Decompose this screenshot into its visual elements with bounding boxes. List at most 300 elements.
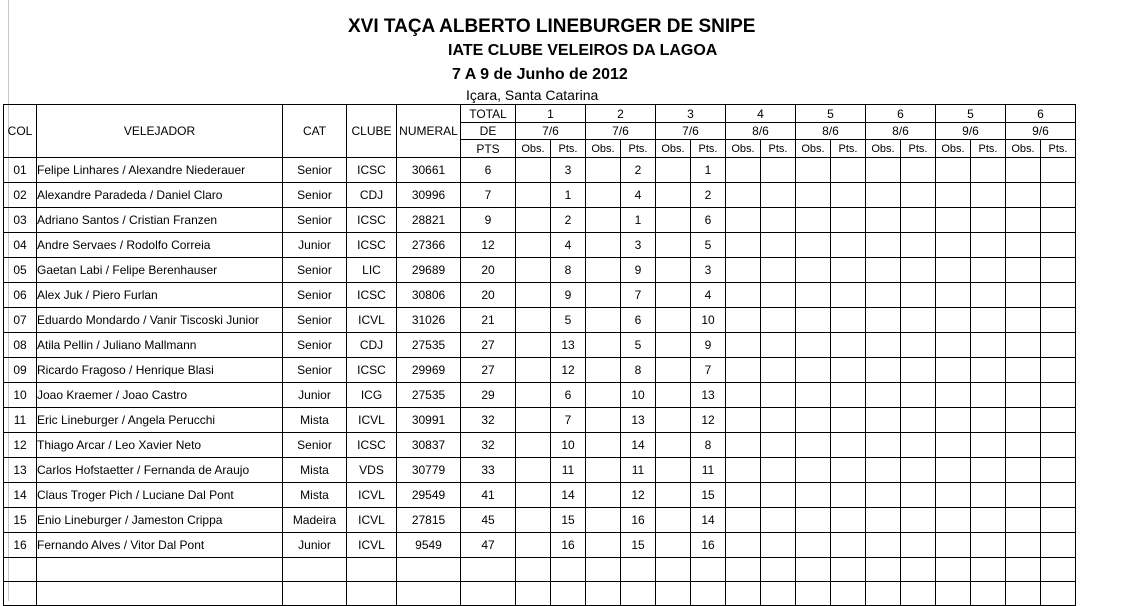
empty-cell[interactable] [936,582,971,606]
cell-obs[interactable] [656,533,691,558]
cell-obs[interactable] [1006,508,1041,533]
cell-obs[interactable] [796,258,831,283]
cell-pts[interactable] [901,233,936,258]
cell-obs[interactable] [796,333,831,358]
cell-obs[interactable] [866,433,901,458]
cell-pts[interactable]: 10 [551,433,586,458]
cell-obs[interactable] [516,308,551,333]
empty-cell[interactable] [796,558,831,582]
cell-pts[interactable]: 7 [691,358,726,383]
cell-obs[interactable] [866,383,901,408]
cell-pts[interactable] [761,158,796,183]
cell-col[interactable]: 05 [4,258,37,283]
cell-col[interactable]: 09 [4,358,37,383]
cell-col[interactable]: 01 [4,158,37,183]
cell-obs[interactable] [936,283,971,308]
cell-pts[interactable]: 8 [551,258,586,283]
cell-pts[interactable]: 15 [551,508,586,533]
cell-col[interactable]: 02 [4,183,37,208]
empty-cell[interactable] [461,582,516,606]
cell-obs[interactable] [726,433,761,458]
cell-pts[interactable]: 16 [621,508,656,533]
cell-pts[interactable]: 3 [551,158,586,183]
cell-obs[interactable] [516,533,551,558]
cell-col[interactable]: 07 [4,308,37,333]
cell-pts[interactable]: 7 [621,283,656,308]
cell-obs[interactable] [936,383,971,408]
cell-pts[interactable] [901,408,936,433]
cell-pts[interactable]: 16 [551,533,586,558]
cell-obs[interactable] [726,308,761,333]
cell-numeral[interactable]: 30779 [397,458,461,483]
cell-obs[interactable] [1006,158,1041,183]
cell-pts[interactable] [761,408,796,433]
cell-pts[interactable] [831,508,866,533]
cell-pts[interactable] [901,433,936,458]
empty-cell[interactable] [1041,582,1076,606]
cell-obs[interactable] [866,508,901,533]
cell-cat[interactable]: Mista [283,483,347,508]
cell-pts[interactable] [1041,408,1076,433]
empty-cell[interactable] [4,558,37,582]
cell-obs[interactable] [796,208,831,233]
cell-obs[interactable] [516,383,551,408]
cell-numeral[interactable]: 27535 [397,333,461,358]
cell-col[interactable]: 04 [4,233,37,258]
cell-obs[interactable] [656,483,691,508]
empty-cell[interactable] [1041,558,1076,582]
cell-obs[interactable] [726,233,761,258]
cell-pts[interactable] [761,458,796,483]
cell-obs[interactable] [866,183,901,208]
cell-velejador[interactable]: Alex Juk / Piero Furlan [37,283,283,308]
empty-cell[interactable] [761,558,796,582]
cell-cat[interactable]: Senior [283,283,347,308]
cell-cat[interactable]: Mista [283,408,347,433]
cell-obs[interactable] [796,508,831,533]
cell-obs[interactable] [586,283,621,308]
cell-obs[interactable] [866,158,901,183]
cell-obs[interactable] [586,208,621,233]
cell-obs[interactable] [796,408,831,433]
cell-pts[interactable] [761,308,796,333]
cell-pts[interactable] [1041,508,1076,533]
cell-obs[interactable] [726,533,761,558]
cell-pts[interactable] [831,433,866,458]
cell-obs[interactable] [656,458,691,483]
cell-cat[interactable]: Junior [283,233,347,258]
cell-velejador[interactable]: Eduardo Mondardo / Vanir Tiscoski Junior [37,308,283,333]
cell-pts[interactable] [901,483,936,508]
empty-cell[interactable] [901,582,936,606]
cell-velejador[interactable]: Ricardo Fragoso / Henrique Blasi [37,358,283,383]
cell-obs[interactable] [936,158,971,183]
empty-cell[interactable] [586,582,621,606]
cell-obs[interactable] [516,183,551,208]
cell-clube[interactable]: ICVL [347,533,397,558]
cell-clube[interactable]: LIC [347,258,397,283]
cell-pts[interactable] [971,508,1006,533]
cell-pts[interactable] [901,508,936,533]
cell-obs[interactable] [796,433,831,458]
cell-pts[interactable]: 11 [551,458,586,483]
cell-pts[interactable] [1041,358,1076,383]
cell-obs[interactable] [656,308,691,333]
cell-obs[interactable] [656,233,691,258]
cell-col[interactable]: 10 [4,383,37,408]
empty-cell[interactable] [1006,582,1041,606]
cell-obs[interactable] [796,358,831,383]
cell-obs[interactable] [586,333,621,358]
cell-obs[interactable] [586,408,621,433]
cell-total[interactable]: 47 [461,533,516,558]
cell-pts[interactable] [971,308,1006,333]
cell-pts[interactable] [761,183,796,208]
cell-pts[interactable] [901,358,936,383]
cell-pts[interactable] [971,258,1006,283]
cell-obs[interactable] [866,408,901,433]
cell-pts[interactable] [1041,383,1076,408]
cell-velejador[interactable]: Carlos Hofstaetter / Fernanda de Araujo [37,458,283,483]
cell-numeral[interactable]: 31026 [397,308,461,333]
cell-pts[interactable]: 8 [691,433,726,458]
cell-obs[interactable] [796,383,831,408]
empty-cell[interactable] [516,558,551,582]
cell-obs[interactable] [796,308,831,333]
cell-velejador[interactable]: Alexandre Paradeda / Daniel Claro [37,183,283,208]
cell-col[interactable]: 11 [4,408,37,433]
cell-clube[interactable]: CDJ [347,333,397,358]
cell-pts[interactable]: 1 [551,183,586,208]
cell-pts[interactable]: 16 [691,533,726,558]
empty-cell[interactable] [347,558,397,582]
cell-pts[interactable] [971,158,1006,183]
cell-pts[interactable]: 14 [551,483,586,508]
cell-obs[interactable] [586,258,621,283]
empty-cell[interactable] [691,558,726,582]
cell-obs[interactable] [936,508,971,533]
cell-cat[interactable]: Senior [283,433,347,458]
empty-cell[interactable] [866,582,901,606]
cell-pts[interactable]: 2 [691,183,726,208]
cell-obs[interactable] [656,333,691,358]
empty-cell[interactable] [37,558,283,582]
cell-obs[interactable] [656,183,691,208]
empty-cell[interactable] [831,558,866,582]
cell-obs[interactable] [726,383,761,408]
cell-obs[interactable] [796,458,831,483]
cell-obs[interactable] [726,258,761,283]
cell-pts[interactable]: 2 [551,208,586,233]
cell-obs[interactable] [936,258,971,283]
cell-obs[interactable] [936,533,971,558]
cell-pts[interactable] [831,458,866,483]
empty-cell[interactable] [516,582,551,606]
cell-total[interactable]: 20 [461,283,516,308]
cell-pts[interactable] [1041,183,1076,208]
cell-pts[interactable]: 11 [691,458,726,483]
cell-pts[interactable]: 9 [691,333,726,358]
cell-pts[interactable] [761,483,796,508]
cell-clube[interactable]: VDS [347,458,397,483]
cell-pts[interactable] [761,208,796,233]
cell-total[interactable]: 33 [461,458,516,483]
cell-obs[interactable] [516,458,551,483]
cell-velejador[interactable]: Fernando Alves / Vitor Dal Pont [37,533,283,558]
cell-obs[interactable] [1006,533,1041,558]
cell-obs[interactable] [866,233,901,258]
cell-pts[interactable] [761,258,796,283]
cell-obs[interactable] [1006,433,1041,458]
cell-pts[interactable] [1041,333,1076,358]
cell-velejador[interactable]: Claus Troger Pich / Luciane Dal Pont [37,483,283,508]
cell-obs[interactable] [866,308,901,333]
cell-obs[interactable] [936,333,971,358]
cell-pts[interactable] [971,533,1006,558]
cell-clube[interactable]: ICVL [347,408,397,433]
cell-obs[interactable] [1006,333,1041,358]
cell-obs[interactable] [586,508,621,533]
cell-obs[interactable] [1006,308,1041,333]
cell-obs[interactable] [516,333,551,358]
empty-cell[interactable] [901,558,936,582]
cell-numeral[interactable]: 28821 [397,208,461,233]
cell-obs[interactable] [586,533,621,558]
empty-cell[interactable] [726,582,761,606]
cell-pts[interactable] [761,358,796,383]
cell-clube[interactable]: ICSC [347,283,397,308]
empty-cell[interactable] [971,582,1006,606]
cell-pts[interactable] [901,208,936,233]
cell-pts[interactable]: 6 [691,208,726,233]
empty-cell[interactable] [936,558,971,582]
cell-obs[interactable] [656,358,691,383]
cell-obs[interactable] [936,483,971,508]
cell-total[interactable]: 6 [461,158,516,183]
cell-obs[interactable] [656,408,691,433]
cell-pts[interactable] [901,258,936,283]
cell-pts[interactable] [971,208,1006,233]
cell-velejador[interactable]: Atila Pellin / Juliano Mallmann [37,333,283,358]
cell-pts[interactable]: 13 [621,408,656,433]
cell-obs[interactable] [726,458,761,483]
cell-obs[interactable] [586,158,621,183]
cell-pts[interactable]: 12 [621,483,656,508]
cell-pts[interactable] [831,183,866,208]
cell-clube[interactable]: ICSC [347,158,397,183]
cell-col[interactable]: 12 [4,433,37,458]
cell-cat[interactable]: Madeira [283,508,347,533]
cell-pts[interactable] [831,533,866,558]
cell-velejador[interactable]: Adriano Santos / Cristian Franzen [37,208,283,233]
cell-pts[interactable] [971,333,1006,358]
empty-cell[interactable] [1006,558,1041,582]
cell-pts[interactable] [761,383,796,408]
cell-col[interactable]: 13 [4,458,37,483]
cell-pts[interactable] [1041,458,1076,483]
cell-obs[interactable] [656,158,691,183]
cell-obs[interactable] [516,208,551,233]
cell-pts[interactable] [1041,258,1076,283]
cell-obs[interactable] [586,233,621,258]
cell-numeral[interactable]: 27535 [397,383,461,408]
cell-cat[interactable]: Junior [283,383,347,408]
cell-obs[interactable] [726,508,761,533]
cell-cat[interactable]: Senior [283,333,347,358]
cell-obs[interactable] [796,283,831,308]
cell-pts[interactable] [831,158,866,183]
cell-obs[interactable] [1006,233,1041,258]
cell-cat[interactable]: Senior [283,308,347,333]
cell-pts[interactable] [761,433,796,458]
cell-pts[interactable] [1041,483,1076,508]
cell-obs[interactable] [936,308,971,333]
cell-cat[interactable]: Mista [283,458,347,483]
cell-obs[interactable] [726,358,761,383]
cell-pts[interactable] [761,233,796,258]
cell-pts[interactable]: 1 [691,158,726,183]
cell-pts[interactable]: 12 [551,358,586,383]
cell-pts[interactable]: 3 [621,233,656,258]
cell-velejador[interactable]: Joao Kraemer / Joao Castro [37,383,283,408]
empty-cell[interactable] [971,558,1006,582]
empty-cell[interactable] [37,582,283,606]
cell-pts[interactable] [831,308,866,333]
cell-obs[interactable] [866,283,901,308]
cell-obs[interactable] [796,158,831,183]
cell-clube[interactable]: CDJ [347,183,397,208]
cell-obs[interactable] [866,333,901,358]
cell-pts[interactable] [971,233,1006,258]
cell-obs[interactable] [936,458,971,483]
cell-col[interactable]: 14 [4,483,37,508]
empty-cell[interactable] [551,582,586,606]
cell-obs[interactable] [586,183,621,208]
cell-pts[interactable] [901,158,936,183]
cell-clube[interactable]: ICVL [347,308,397,333]
empty-cell[interactable] [726,558,761,582]
cell-cat[interactable]: Senior [283,258,347,283]
cell-pts[interactable] [831,383,866,408]
cell-obs[interactable] [866,483,901,508]
cell-pts[interactable] [901,458,936,483]
cell-obs[interactable] [796,233,831,258]
cell-obs[interactable] [656,383,691,408]
cell-obs[interactable] [1006,183,1041,208]
cell-obs[interactable] [1006,408,1041,433]
cell-obs[interactable] [936,208,971,233]
cell-obs[interactable] [1006,258,1041,283]
cell-pts[interactable]: 10 [621,383,656,408]
empty-cell[interactable] [866,558,901,582]
cell-pts[interactable] [831,483,866,508]
cell-pts[interactable] [971,358,1006,383]
cell-velejador[interactable]: Felipe Linhares / Alexandre Niederauer [37,158,283,183]
cell-numeral[interactable]: 27815 [397,508,461,533]
cell-obs[interactable] [936,408,971,433]
cell-obs[interactable] [586,308,621,333]
cell-obs[interactable] [1006,483,1041,508]
cell-obs[interactable] [866,358,901,383]
cell-obs[interactable] [936,183,971,208]
cell-pts[interactable]: 10 [691,308,726,333]
cell-total[interactable]: 29 [461,383,516,408]
cell-obs[interactable] [1006,458,1041,483]
cell-cat[interactable]: Senior [283,358,347,383]
cell-pts[interactable] [901,333,936,358]
cell-pts[interactable] [1041,208,1076,233]
cell-pts[interactable] [831,358,866,383]
cell-pts[interactable]: 7 [551,408,586,433]
cell-velejador[interactable]: Enio Lineburger / Jameston Crippa [37,508,283,533]
cell-pts[interactable]: 14 [691,508,726,533]
cell-pts[interactable] [831,408,866,433]
cell-total[interactable]: 27 [461,333,516,358]
cell-obs[interactable] [656,433,691,458]
cell-col[interactable]: 03 [4,208,37,233]
cell-cat[interactable]: Junior [283,533,347,558]
cell-pts[interactable] [901,383,936,408]
cell-pts[interactable] [831,258,866,283]
empty-cell[interactable] [586,558,621,582]
cell-numeral[interactable]: 30806 [397,283,461,308]
cell-pts[interactable] [971,383,1006,408]
cell-total[interactable]: 7 [461,183,516,208]
cell-col[interactable]: 06 [4,283,37,308]
cell-obs[interactable] [866,208,901,233]
cell-obs[interactable] [726,333,761,358]
empty-cell[interactable] [691,582,726,606]
cell-pts[interactable] [1041,233,1076,258]
cell-clube[interactable]: ICSC [347,433,397,458]
cell-pts[interactable] [761,533,796,558]
cell-pts[interactable]: 6 [621,308,656,333]
cell-pts[interactable]: 5 [691,233,726,258]
cell-numeral[interactable]: 29549 [397,483,461,508]
cell-pts[interactable] [761,333,796,358]
cell-pts[interactable]: 4 [551,233,586,258]
cell-obs[interactable] [796,183,831,208]
empty-cell[interactable] [461,558,516,582]
cell-obs[interactable] [726,408,761,433]
empty-cell[interactable] [397,582,461,606]
cell-obs[interactable] [516,283,551,308]
cell-numeral[interactable]: 29689 [397,258,461,283]
cell-obs[interactable] [656,508,691,533]
cell-total[interactable]: 45 [461,508,516,533]
cell-obs[interactable] [726,283,761,308]
cell-obs[interactable] [516,233,551,258]
empty-cell[interactable] [621,582,656,606]
empty-cell[interactable] [283,582,347,606]
empty-cell[interactable] [4,582,37,606]
cell-numeral[interactable]: 30991 [397,408,461,433]
empty-cell[interactable] [397,558,461,582]
cell-numeral[interactable]: 30996 [397,183,461,208]
cell-total[interactable]: 41 [461,483,516,508]
cell-col[interactable]: 16 [4,533,37,558]
cell-numeral[interactable]: 9549 [397,533,461,558]
cell-pts[interactable] [971,183,1006,208]
cell-pts[interactable] [831,233,866,258]
cell-obs[interactable] [656,208,691,233]
cell-obs[interactable] [516,358,551,383]
empty-cell[interactable] [796,582,831,606]
cell-numeral[interactable]: 30837 [397,433,461,458]
cell-pts[interactable] [761,508,796,533]
cell-obs[interactable] [516,158,551,183]
cell-numeral[interactable]: 30661 [397,158,461,183]
